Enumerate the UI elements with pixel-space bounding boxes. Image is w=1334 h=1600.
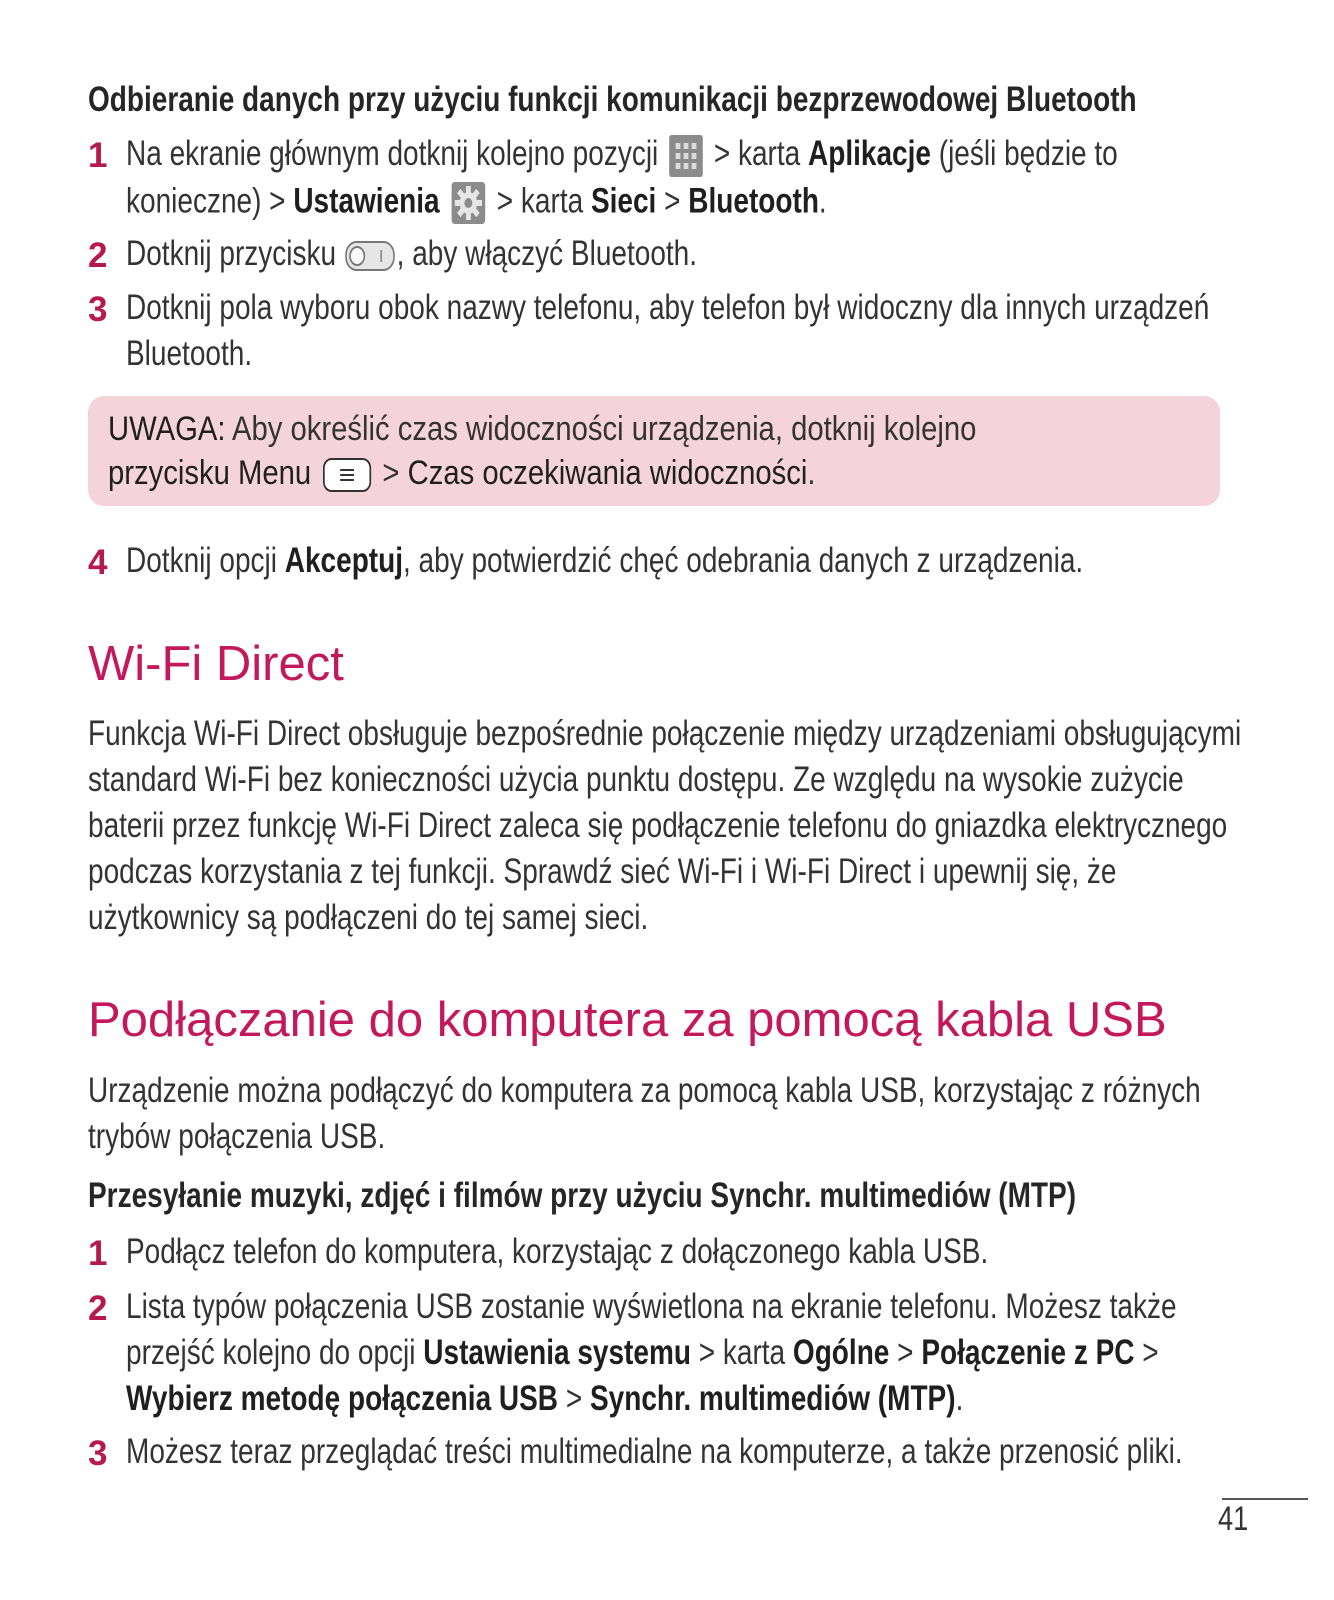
settings-gear-icon xyxy=(451,181,486,225)
page-number: 41 xyxy=(1218,1500,1249,1538)
note-box xyxy=(88,396,1220,506)
bt-step3-line1: Dotknij pola wyboru obok nazwy telefonu, aby telefon był widoczny dla innych urządzeń xyxy=(126,288,1210,327)
step-number: 4 xyxy=(88,543,108,582)
note-line1: UWAGA: Aby określić czas widoczności urządzenia, dotknij kolejno xyxy=(108,410,977,448)
usb-step2-line1: Lista typów połączenia USB zostanie wyświetlona na ekranie telefonu. Możesz także xyxy=(126,1287,1177,1326)
step-number: 1 xyxy=(88,136,108,175)
bluetooth-subheading: Odbieranie danych przy użyciu funkcji komunikacji bezprzewodowej Bluetooth xyxy=(88,80,1137,119)
note-line2: przycisku Menu > Czas oczekiwania widoczności. xyxy=(108,454,816,492)
usb-subheading: Przesyłanie muzyki, zdjęć i filmów przy użyciu Synchr. multimediów (MTP) xyxy=(88,1176,1077,1215)
wifi-paragraph-line: standard Wi-Fi bez konieczności użycia punktu dostępu. Ze względu na wysokie zużycie xyxy=(88,760,1184,799)
usb-paragraph-line: trybów połączenia USB. xyxy=(88,1117,386,1156)
menu-button-icon xyxy=(323,458,371,492)
step-number: 3 xyxy=(88,290,108,329)
usb-step1-line: Podłącz telefon do komputera, korzystając z dołączonego kabla USB. xyxy=(126,1232,989,1271)
usb-step2-line3: Wybierz metodę połączenia USB > Synchr. multimediów (MTP). xyxy=(126,1379,964,1418)
bt-step1-line2: konieczne) > Ustawienia > karta Sieci > Bluetooth. xyxy=(126,181,1002,225)
wifi-direct-heading: Wi-Fi Direct xyxy=(88,637,344,691)
note-label: UWAGA: xyxy=(108,410,226,448)
step-number: 2 xyxy=(88,1289,108,1328)
apps-grid-icon xyxy=(669,135,703,177)
usb-paragraph-line: Urządzenie można podłączyć do komputera za pomocą kabla USB, korzystając z różnych xyxy=(88,1071,1201,1110)
bt-step1-line1: Na ekranie głównym dotknij kolejno pozycji > karta Aplikacje (jeśli będzie to xyxy=(126,134,1334,177)
bt-step2-line: Dotknij przycisku , aby włączyć Bluetooth. xyxy=(126,234,698,273)
bt-step4-line: Dotknij opcji Akceptuj, aby potwierdzić chęć odebrania danych z urządzenia. xyxy=(126,541,1084,580)
bt-step3-line2: Bluetooth. xyxy=(126,334,253,373)
wifi-paragraph-line: Funkcja Wi-Fi Direct obsługuje bezpośrednie połączenie między urządzeniami obsługującymi xyxy=(88,714,1242,753)
step-number: 1 xyxy=(88,1234,108,1273)
usb-heading: Podłączanie do komputera za pomocą kabla USB xyxy=(88,993,1167,1047)
usb-step3-line: Możesz teraz przeglądać treści multimedialne na komputerze, a także przenosić pliki. xyxy=(126,1432,1183,1471)
wifi-paragraph-line: użytkownicy są podłączeni do tej samej sieci. xyxy=(88,898,649,937)
wifi-paragraph-line: podczas korzystania z tej funkcji. Sprawdź sieć Wi-Fi i Wi-Fi Direct i upewnij się, że xyxy=(88,852,1117,891)
usb-step2-line2: przejść kolejno do opcji Ustawienia systemu > karta Ogólne > Połączenie z PC > xyxy=(126,1333,1159,1372)
wifi-paragraph-line: baterii przez funkcję Wi-Fi Direct zaleca się podłączenie telefonu do gniazdka elektrycznego xyxy=(88,806,1228,845)
step-number: 2 xyxy=(88,236,108,275)
toggle-switch-icon xyxy=(345,241,395,271)
step-number: 3 xyxy=(88,1434,108,1473)
